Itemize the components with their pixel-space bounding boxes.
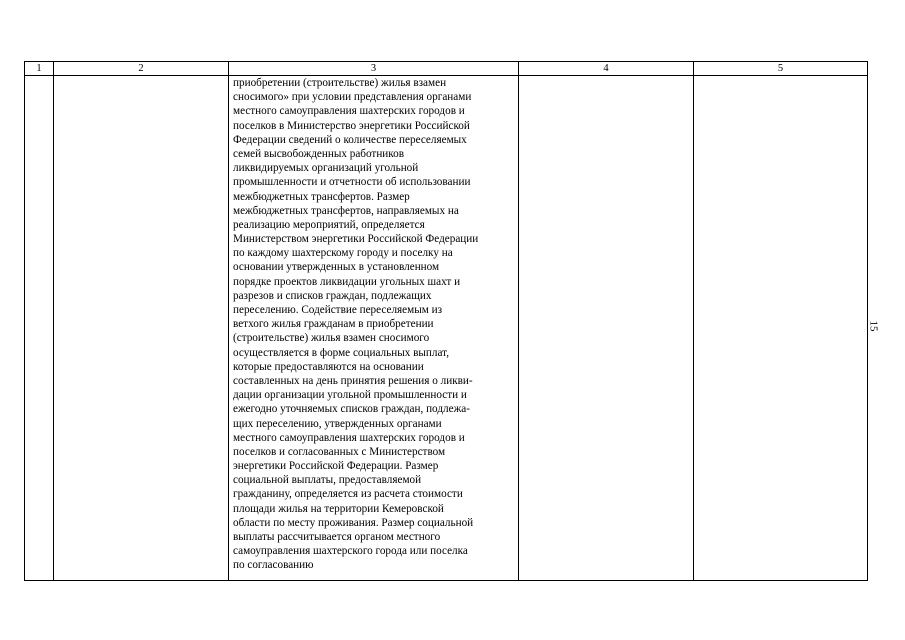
text-line: осуществляется в форме социальных выплат,: [233, 346, 450, 359]
cell-col-2: [54, 76, 229, 581]
text-line: сносимого» при условии представления органами: [233, 91, 472, 104]
text-line: семей высвобожденных работников: [233, 147, 405, 160]
text-line: основании утвержденных в установленном: [233, 261, 440, 274]
text-line: разрезов и списков граждан, подлежащих: [233, 289, 432, 302]
column-header-1: 1: [25, 62, 54, 76]
text-line: промышленности и отчетности об использовании: [233, 176, 471, 189]
text-line: энергетики Российской Федерации. Размер: [233, 460, 439, 473]
text-line: приобретении (строительстве) жилья взамен: [233, 77, 447, 89]
text-line: местного самоуправления шахтерских городов и: [233, 105, 465, 118]
cell-col-4: [519, 76, 694, 581]
text-line: реализацию мероприятий, определяется: [233, 218, 425, 231]
text-line: по каждому шахтерскому городу и поселку на: [233, 247, 453, 260]
text-line: порядке проектов ликвидации угольных шахт и: [233, 275, 461, 288]
text-line: межбюджетных трансфертов. Размер: [233, 190, 410, 203]
cell-col-1: [25, 76, 54, 581]
text-line: ежегодно уточняемых списков граждан, подлежа-: [233, 403, 470, 416]
text-line: выплаты рассчитывается органом местного: [233, 531, 441, 543]
column-header-2: 2: [54, 62, 229, 76]
text-line: дации организации угольной промышленности и: [233, 389, 467, 402]
text-line: поселков в Министерство энергетики Российской: [233, 119, 470, 132]
text-line: площади жилья на территории Кемеровской: [233, 502, 444, 515]
text-line: щих переселению, утвержденных органами: [233, 417, 442, 430]
column-header-3: 3: [229, 62, 519, 76]
text-line: которые предоставляются на основании: [233, 360, 424, 373]
text-line: (строительстве) жилья взамен сносимого: [233, 332, 430, 345]
text-line: межбюджетных трансфертов, направляемых на: [233, 204, 459, 217]
text-line: составленных на день принятия решения о ликви-: [233, 374, 473, 387]
text-line: самоуправления шахтерского города или поселка: [233, 545, 468, 558]
text-line: гражданину, определяется из расчета стоимости: [233, 488, 463, 501]
text-line: ветхого жилья гражданам в приобретении: [233, 318, 434, 331]
column-header-4: 4: [519, 62, 694, 76]
text-line: социальной выплаты, предоставляемой: [233, 474, 422, 487]
cell-col-3: [229, 76, 519, 581]
cell-col-5: [694, 76, 868, 581]
page-number: 15: [867, 320, 880, 332]
table-row: [25, 76, 868, 581]
document-table: [24, 61, 868, 581]
text-line: Федерации сведений о количестве переселяемых: [233, 133, 467, 146]
text-line: ликвидируемых организаций угольной: [233, 162, 419, 175]
text-line: переселению. Содействие переселяемым из: [233, 304, 443, 316]
text-line: поселков и согласованных с Министерством: [233, 445, 446, 458]
header-row: [25, 62, 868, 76]
text-line: области по месту проживания. Размер социальной: [233, 516, 474, 529]
column-header-5: 5: [694, 62, 868, 76]
text-line: по согласованию: [233, 559, 314, 572]
text-line: местного самоуправления шахтерских городов и: [233, 431, 465, 444]
cell-col-3-text: [229, 76, 518, 573]
text-line: Министерством энергетики Российской Федерации: [233, 233, 479, 246]
